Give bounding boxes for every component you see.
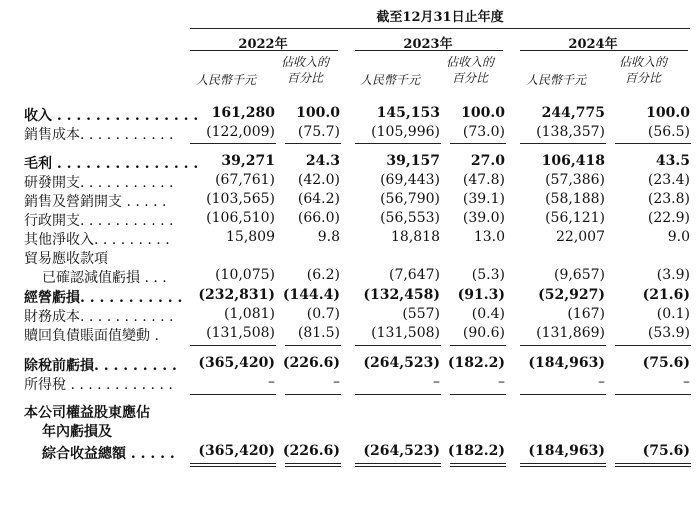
amount-cell: (52,927) bbox=[538, 287, 605, 303]
percent-cell: (226.6) bbox=[282, 355, 340, 371]
percent-cell: (39.1) bbox=[462, 191, 505, 207]
pct-label-line1: 佔收入的 bbox=[618, 55, 667, 69]
amount-cell: 22,007 bbox=[556, 229, 605, 245]
amount-cell: (69,443) bbox=[380, 172, 440, 188]
total-double-rule bbox=[450, 463, 506, 464]
amount-cell: 244,775 bbox=[541, 105, 605, 121]
row-label: 本公司權益股東應佔 bbox=[24, 405, 150, 421]
row-label: 除稅前虧損. . . . . . . . . bbox=[24, 358, 177, 374]
amount-cell: (232,831) bbox=[198, 287, 275, 303]
percent-cell: 9.0 bbox=[667, 229, 690, 245]
year-2022: 2022年 bbox=[238, 37, 288, 52]
total-double-rule bbox=[355, 466, 441, 467]
amount-cell: 161,280 bbox=[211, 105, 275, 121]
percent-cell: (73.0) bbox=[462, 124, 505, 140]
subtotal-rule bbox=[615, 345, 691, 346]
row-label: 銷售及營銷開支 . . . . . bbox=[24, 194, 167, 210]
total-double-rule bbox=[285, 463, 341, 464]
amount-cell: (132,458) bbox=[363, 287, 440, 303]
percent-cell: (5.3) bbox=[471, 267, 505, 283]
percent-cell: (81.5) bbox=[297, 325, 340, 341]
subtotal-rule bbox=[355, 345, 441, 346]
percent-cell: (226.6) bbox=[282, 443, 340, 459]
subtotal-rule bbox=[355, 394, 441, 395]
percent-cell: (56.5) bbox=[647, 124, 690, 140]
percent-cell: 24.3 bbox=[305, 153, 340, 169]
percent-cell: (91.3) bbox=[457, 287, 505, 303]
amount-cell: (365,420) bbox=[198, 355, 275, 371]
subtotal-rule bbox=[520, 345, 606, 346]
amount-cell: (1,081) bbox=[223, 306, 275, 322]
pct-label-2023 bbox=[435, 54, 505, 86]
percent-cell: (6.2) bbox=[306, 267, 340, 283]
percent-cell: (0.1) bbox=[656, 306, 690, 322]
row-label: 其他淨收入. . . . . . . . . bbox=[24, 232, 170, 248]
amount-cell: (56,121) bbox=[545, 210, 605, 226]
subtotal-rule bbox=[190, 143, 276, 144]
total-double-rule bbox=[615, 463, 691, 464]
amount-cell: 18,818 bbox=[391, 229, 440, 245]
subtotal-rule bbox=[190, 394, 276, 395]
percent-cell: (23.4) bbox=[647, 172, 690, 188]
amount-cell: – bbox=[268, 374, 275, 390]
percent-cell: (53.9) bbox=[647, 325, 690, 341]
percent-cell: (22.9) bbox=[647, 210, 690, 226]
row-label: 貿易應收款項 bbox=[24, 251, 108, 267]
subtotal-rule bbox=[450, 345, 506, 346]
subtotal-rule bbox=[450, 143, 506, 144]
year-2024: 2024年 bbox=[568, 37, 618, 52]
amount-cell: – bbox=[598, 374, 605, 390]
percent-cell: 27.0 bbox=[470, 153, 505, 169]
percent-cell: (75.6) bbox=[642, 355, 690, 371]
period-heading: 截至12月31日止年度 bbox=[376, 10, 504, 25]
subtotal-rule bbox=[355, 143, 441, 144]
year-2024-underline bbox=[520, 50, 688, 51]
period-underline bbox=[190, 28, 690, 29]
amount-cell: (58,188) bbox=[545, 191, 605, 207]
percent-cell: (23.8) bbox=[647, 191, 690, 207]
percent-cell: (90.6) bbox=[462, 325, 505, 341]
amount-cell: (57,386) bbox=[545, 172, 605, 188]
amount-cell: (9,657) bbox=[553, 267, 605, 283]
percent-cell: 100.0 bbox=[296, 105, 340, 121]
amount-cell: (105,996) bbox=[371, 124, 440, 140]
percent-cell: 9.8 bbox=[317, 229, 340, 245]
amount-cell: (131,508) bbox=[206, 325, 275, 341]
percent-cell: (0.4) bbox=[471, 306, 505, 322]
amount-cell: (131,869) bbox=[536, 325, 605, 341]
amount-cell: (131,508) bbox=[371, 325, 440, 341]
year-2023: 2023年 bbox=[403, 37, 453, 52]
row-label: 銷售成本. . . . . . . . . . . bbox=[24, 127, 174, 143]
amount-cell: 39,271 bbox=[221, 153, 275, 169]
amount-cell: 39,157 bbox=[386, 153, 440, 169]
amount-cell: (67,761) bbox=[215, 172, 275, 188]
total-double-rule bbox=[190, 463, 276, 464]
row-label: 收入 . . . . . . . . . . . . . . . bbox=[24, 108, 199, 124]
pct-label-2022 bbox=[270, 54, 340, 86]
pct-label-line2: 百分比 bbox=[624, 71, 661, 85]
percent-cell: (3.9) bbox=[656, 267, 690, 283]
amount-cell: (365,420) bbox=[198, 443, 275, 459]
pct-label-line2: 百分比 bbox=[286, 71, 323, 85]
amount-cell: (184,963) bbox=[528, 355, 605, 371]
total-double-rule bbox=[450, 466, 506, 467]
amount-cell: (106,510) bbox=[206, 210, 275, 226]
amount-label-2023: 人民幣千元 bbox=[360, 73, 421, 87]
amount-cell: (264,523) bbox=[363, 443, 440, 459]
row-label: 年內虧損及 bbox=[42, 424, 112, 440]
amount-cell: (167) bbox=[567, 306, 605, 322]
amount-cell: – bbox=[433, 374, 440, 390]
percent-cell: 100.0 bbox=[461, 105, 505, 121]
amount-cell: (138,357) bbox=[536, 124, 605, 140]
percent-cell: (75.7) bbox=[297, 124, 340, 140]
percent-cell: (144.4) bbox=[282, 287, 340, 303]
percent-cell: (75.6) bbox=[642, 443, 690, 459]
amount-label-2022: 人民幣千元 bbox=[196, 73, 257, 87]
total-double-rule bbox=[285, 466, 341, 467]
year-2023-underline bbox=[355, 50, 503, 51]
percent-cell: – bbox=[333, 374, 340, 390]
subtotal-rule bbox=[450, 394, 506, 395]
pct-label-line1: 佔收入的 bbox=[280, 55, 329, 69]
row-label: 經營虧損. . . . . . . . . . . bbox=[24, 290, 183, 306]
percent-cell: (182.2) bbox=[447, 443, 505, 459]
amount-cell: (122,009) bbox=[206, 124, 275, 140]
total-double-rule bbox=[615, 466, 691, 467]
percent-cell: – bbox=[683, 374, 690, 390]
percent-cell: (182.2) bbox=[447, 355, 505, 371]
percent-cell: 43.5 bbox=[655, 153, 690, 169]
subtotal-rule bbox=[285, 143, 341, 144]
amount-label-2024: 人民幣千元 bbox=[526, 73, 587, 87]
total-double-rule bbox=[355, 463, 441, 464]
amount-cell: 145,153 bbox=[376, 105, 440, 121]
pct-label-line1: 佔收入的 bbox=[445, 55, 494, 69]
amount-cell: 15,809 bbox=[226, 229, 275, 245]
amount-cell: (7,647) bbox=[388, 267, 440, 283]
percent-cell: (42.0) bbox=[297, 172, 340, 188]
percent-cell: (39.0) bbox=[462, 210, 505, 226]
amount-cell: (56,553) bbox=[380, 210, 440, 226]
amount-cell: (184,963) bbox=[528, 443, 605, 459]
percent-cell: (64.2) bbox=[297, 191, 340, 207]
percent-cell: (0.7) bbox=[306, 306, 340, 322]
year-2022-underline bbox=[190, 50, 338, 51]
subtotal-rule bbox=[285, 394, 341, 395]
total-double-rule bbox=[520, 463, 606, 464]
percent-cell: (66.0) bbox=[297, 210, 340, 226]
percent-cell: – bbox=[498, 374, 505, 390]
subtotal-rule bbox=[615, 394, 691, 395]
subtotal-rule bbox=[190, 345, 276, 346]
row-label: 綜合收益總額 . . . . . bbox=[42, 446, 175, 462]
row-label: 贖回負債賬面值變動 . bbox=[24, 328, 159, 344]
percent-cell: 13.0 bbox=[473, 229, 505, 245]
subtotal-rule bbox=[285, 345, 341, 346]
percent-cell: (21.6) bbox=[642, 287, 690, 303]
row-label: 研發開支. . . . . . . . . . . bbox=[24, 175, 174, 191]
subtotal-rule bbox=[615, 143, 691, 144]
amount-cell: (56,790) bbox=[380, 191, 440, 207]
pct-label-line2: 百分比 bbox=[451, 71, 488, 85]
amount-cell: (103,565) bbox=[206, 191, 275, 207]
pct-label-2024 bbox=[608, 54, 678, 86]
subtotal-rule bbox=[520, 394, 606, 395]
percent-cell: 100.0 bbox=[646, 105, 690, 121]
amount-cell: (10,075) bbox=[215, 267, 275, 283]
amount-cell: (557) bbox=[402, 306, 440, 322]
row-label: 行政開支. . . . . . . . . . . bbox=[24, 213, 174, 229]
amount-cell: 106,418 bbox=[541, 153, 605, 169]
total-double-rule bbox=[520, 466, 606, 467]
row-label: 毛利 . . . . . . . . . . . . . . . bbox=[24, 156, 199, 172]
amount-cell: (264,523) bbox=[363, 355, 440, 371]
row-label: 已確認減值虧損 . . . bbox=[42, 270, 167, 286]
row-label: 所得稅 . . . . . . . . . . . . bbox=[24, 377, 173, 393]
total-double-rule bbox=[190, 466, 276, 467]
percent-cell: (47.8) bbox=[462, 172, 505, 188]
subtotal-rule bbox=[520, 143, 606, 144]
row-label: 財務成本. . . . . . . . . . . bbox=[24, 309, 174, 325]
